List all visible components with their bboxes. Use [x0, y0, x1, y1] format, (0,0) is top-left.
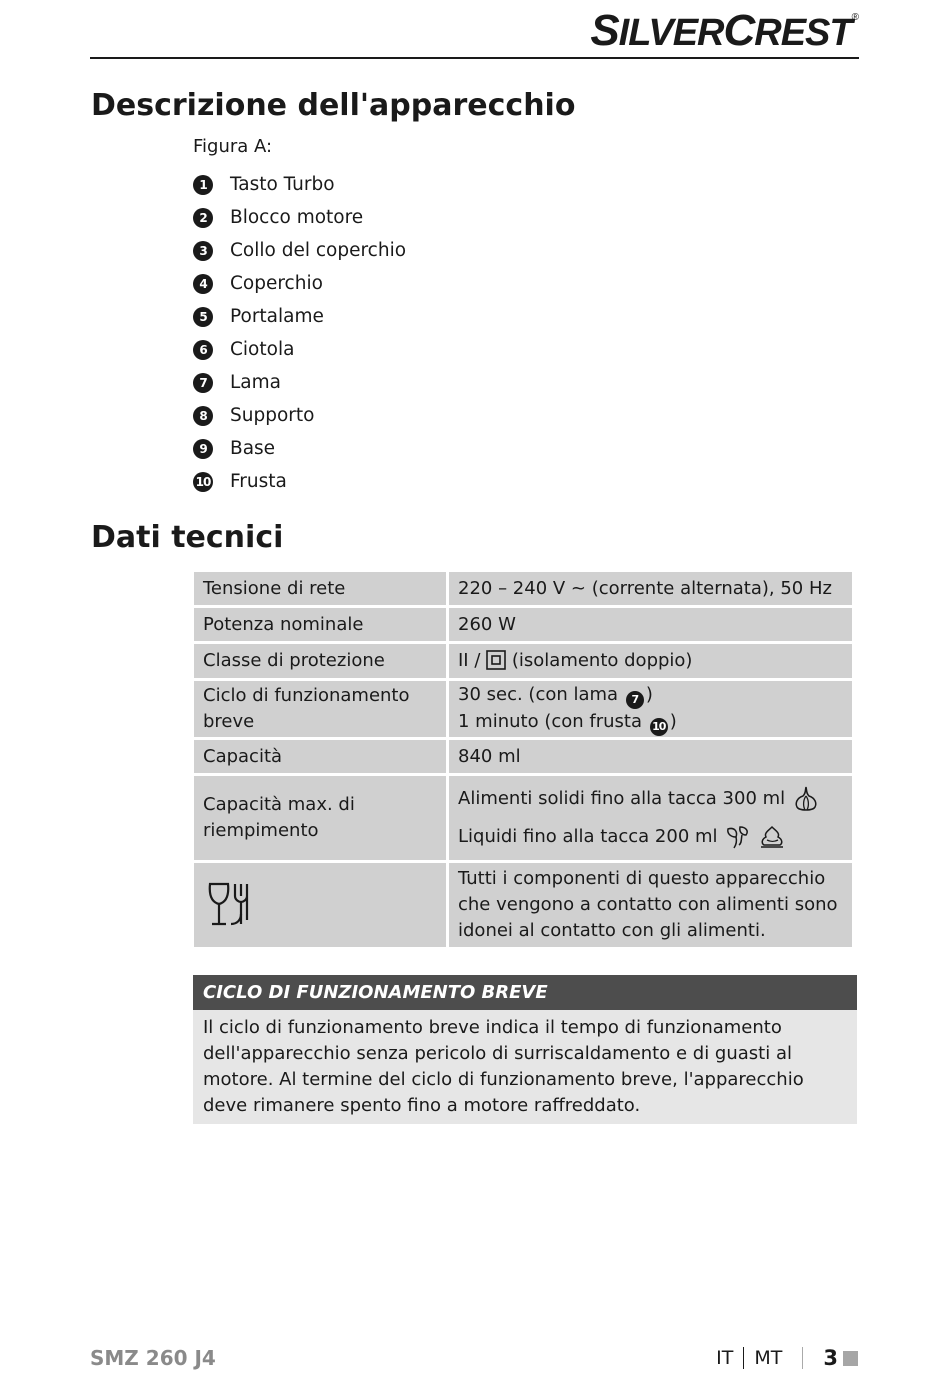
- list-item: [193, 366, 406, 399]
- number-badge: 7: [626, 691, 644, 709]
- header-rule: [90, 57, 859, 59]
- food-safe-glass-fork-icon: [207, 880, 253, 930]
- row-key: Ciclo di funzionamento breve: [194, 681, 446, 737]
- number-badge: 4: [193, 274, 213, 294]
- number-badge: 2: [193, 208, 213, 228]
- list-item: [193, 267, 406, 300]
- number-badge: 7: [193, 373, 213, 393]
- protection-class-text: II /: [458, 650, 481, 671]
- page-number: 3: [823, 1346, 838, 1370]
- part-label: Supporto: [230, 405, 315, 426]
- row-key: Classe di protezione: [194, 644, 446, 678]
- part-label: Coperchio: [230, 273, 323, 294]
- list-item: [193, 465, 406, 498]
- divider: [743, 1347, 744, 1369]
- number-badge: 5: [193, 307, 213, 327]
- number-badge: 6: [193, 340, 213, 360]
- number-badge: 1: [193, 175, 213, 195]
- list-item: [193, 168, 406, 201]
- table-row: [194, 740, 852, 773]
- cycle-line-1: 30 sec. (con lama: [458, 684, 619, 705]
- row-key: Tensione di rete: [194, 572, 446, 605]
- table-row: [194, 608, 852, 641]
- cycle-line-2-end: ): [669, 711, 677, 732]
- number-badge: 10: [650, 718, 668, 736]
- row-key: Potenza nominale: [194, 608, 446, 641]
- part-label: Ciotola: [230, 339, 295, 360]
- table-row: [194, 776, 852, 860]
- garlic-icon: [791, 784, 821, 814]
- number-badge: 9: [193, 439, 213, 459]
- part-label: Portalame: [230, 306, 324, 327]
- part-label: Frusta: [230, 471, 287, 492]
- section-title-description: Descrizione dell'apparecchio: [91, 88, 576, 123]
- note-heading: CICLO DI FUNZIONAMENTO BREVE: [193, 975, 857, 1010]
- max-fill-solid: Alimenti solidi fino alla tacca 300 ml: [458, 788, 786, 809]
- row-value: [449, 681, 852, 737]
- double-insulation-icon: [486, 650, 506, 670]
- part-label: Lama: [230, 372, 282, 393]
- list-item: [193, 399, 406, 432]
- list-item: [193, 333, 406, 366]
- list-item: [193, 201, 406, 234]
- page-marker-square: [843, 1351, 858, 1366]
- number-badge: 8: [193, 406, 213, 426]
- number-badge: 3: [193, 241, 213, 261]
- row-key: [194, 863, 446, 947]
- list-item: [193, 234, 406, 267]
- list-item: [193, 432, 406, 465]
- max-fill-liquid: Liquidi fino alla tacca 200 ml: [458, 826, 718, 847]
- row-value: 220 – 240 V ~ (corrente alternata), 50 Hz: [449, 572, 852, 605]
- figure-label: Figura A:: [193, 136, 273, 157]
- language-mt: MT: [754, 1347, 783, 1369]
- brand-logo: SILVERCREST®: [590, 6, 858, 55]
- technical-data-table: [191, 569, 855, 950]
- row-value: 260 W: [449, 608, 852, 641]
- herbs-icon: [724, 823, 752, 851]
- row-value: 840 ml: [449, 740, 852, 773]
- cycle-line-1-end: ): [645, 684, 653, 705]
- row-key: Capacità: [194, 740, 446, 773]
- protection-class-desc: (isolamento doppio): [511, 650, 693, 671]
- list-item: [193, 300, 406, 333]
- row-value: Tutti i componenti di questo apparecchio che vengono a contatto con alimenti sono idonei al contatto con gli alimenti.: [449, 863, 852, 947]
- note-body: Il ciclo di funzionamento breve indica il tempo di funzionamento dell'apparecchio senza pericolo di surriscaldamento e di guasti al motore. Al termine del ciclo di funzionamento breve, l'apparecchio deve rimanere spento fino a motore raffreddato.: [193, 1010, 857, 1124]
- part-label: Base: [230, 438, 276, 459]
- section-title-technical: Dati tecnici: [91, 520, 284, 555]
- part-label: Blocco motore: [230, 207, 364, 228]
- table-row: [194, 681, 852, 737]
- footer-pagination: [716, 1346, 858, 1370]
- part-label: Collo del coperchio: [230, 240, 407, 261]
- parts-list: [193, 168, 406, 498]
- table-row: [194, 572, 852, 605]
- footer-model: SMZ 260 J4: [90, 1346, 216, 1370]
- cycle-line-2: 1 minuto (con frusta: [458, 711, 642, 732]
- row-value: [449, 644, 852, 678]
- language-it: IT: [716, 1347, 734, 1369]
- row-key: Capacità max. di riempimento: [194, 776, 446, 860]
- cream-icon: [758, 823, 786, 851]
- divider: [802, 1347, 803, 1369]
- number-badge: 10: [193, 472, 213, 492]
- part-label: Tasto Turbo: [230, 174, 335, 195]
- row-value: [449, 776, 852, 860]
- table-row: [194, 863, 852, 947]
- table-row: [194, 644, 852, 678]
